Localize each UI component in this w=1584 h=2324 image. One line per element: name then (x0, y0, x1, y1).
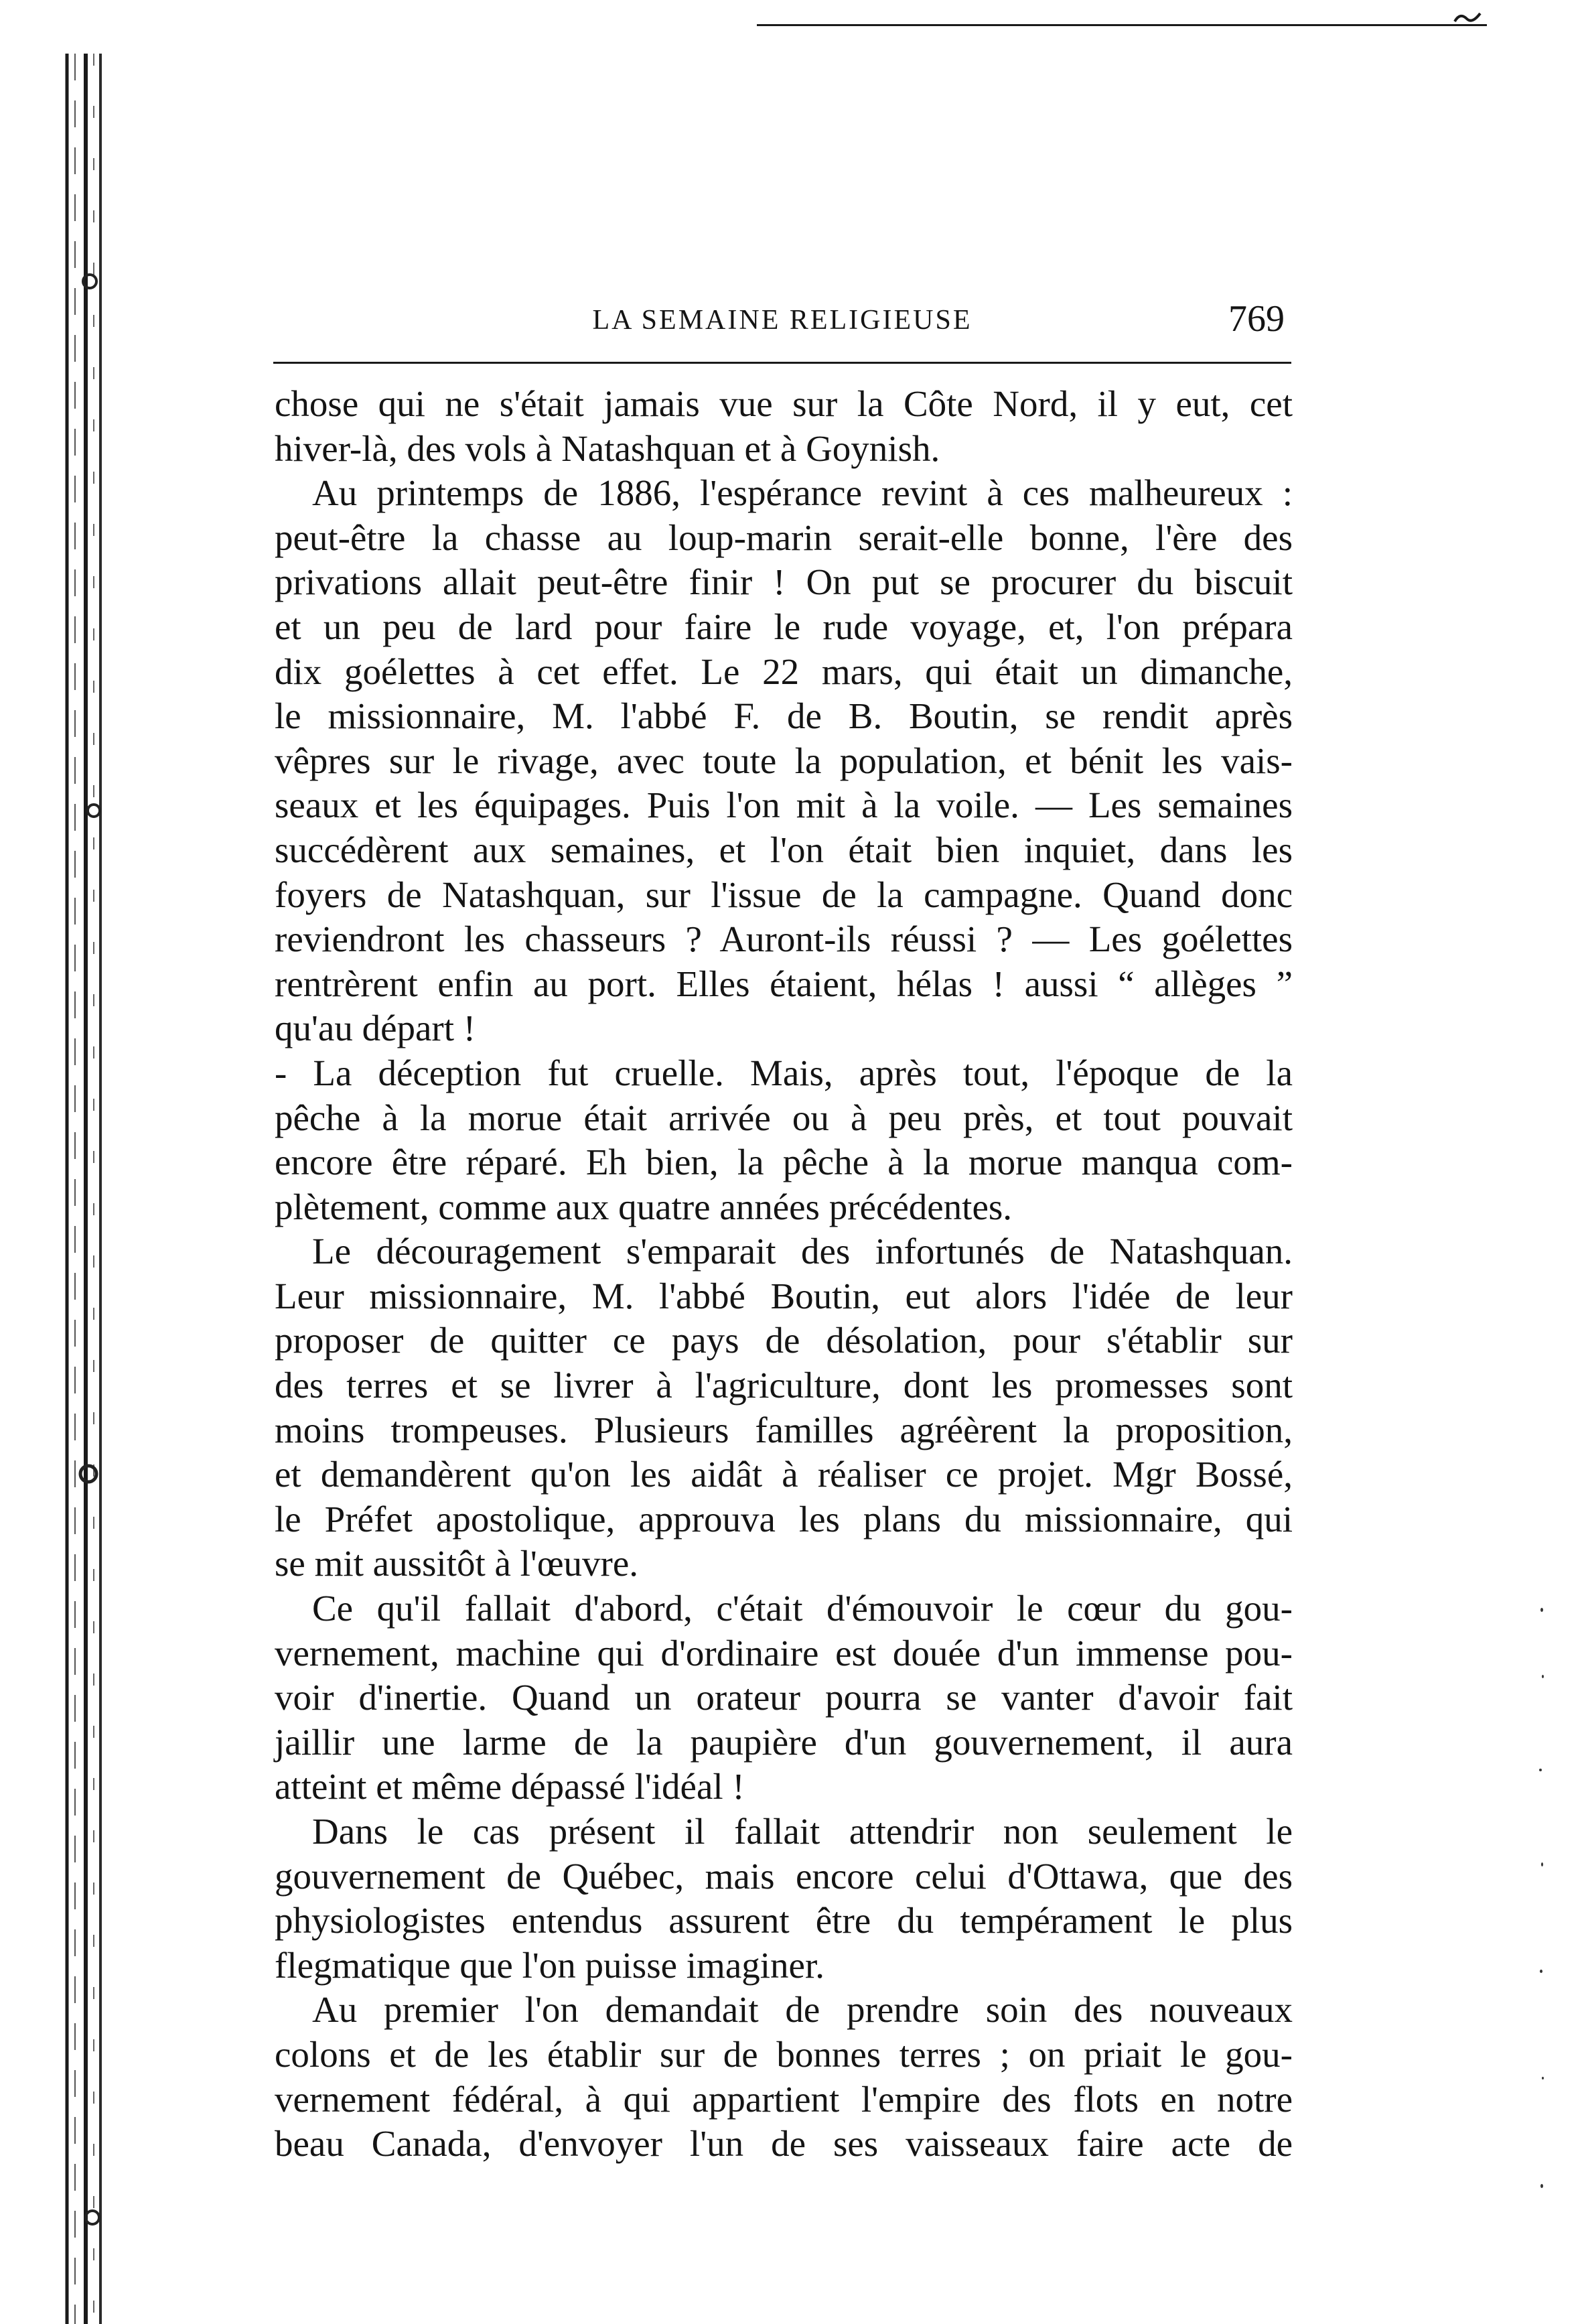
text-line: chose qui ne s'était jamais vue sur la Côte Nord, il y eut, cet (275, 383, 1293, 424)
text-line: pêche à la morue était arrivée ou à peu près, et tout pouvait (275, 1097, 1293, 1138)
binding-edge (0, 54, 141, 2324)
text-line: peut-être la chasse au loup-marin serait-elle bonne, l'ère des (275, 517, 1293, 558)
text-line: vernement fédéral, à qui appartient l'empire des flots en notre (275, 2078, 1293, 2120)
text-line: - La déception fut cruelle. Mais, après tout, l'époque de la (275, 1052, 1293, 1093)
text-line: Au printemps de 1886, l'espérance revint à ces malheureux : (312, 472, 1293, 514)
text-line: seaux et les équipages. Puis l'on mit à la voile. — Les semaines (275, 784, 1293, 826)
page-number: 769 (1228, 298, 1285, 340)
text-line: gouvernement de Québec, mais encore celui d'Ottawa, que des (275, 1855, 1293, 1897)
text-line: Au premier l'on demandait de prendre soin des nouveaux (312, 1989, 1293, 2031)
text-line: le missionnaire, M. l'abbé F. de B. Boutin, se rendit après (275, 695, 1293, 737)
text-line: encore être réparé. Eh bien, la pêche à la morue manqua com- (275, 1142, 1293, 1183)
text-line: et un peu de lard pour faire le rude voyage, et, l'on prépara (275, 606, 1293, 647)
text-line: moins trompeuses. Plusieurs familles agréèrent la proposition, (275, 1409, 1293, 1450)
text-line: foyers de Natashquan, sur l'issue de la campagne. Quand donc (275, 874, 1293, 915)
body-text (275, 382, 1293, 2167)
text-line: flegmatique que l'on puisse imaginer. (275, 1944, 824, 1986)
running-header (273, 298, 1291, 350)
text-line: atteint et même dépassé l'idéal ! (275, 1766, 745, 1807)
text-line: physiologistes entendus assurent être du tempérament le plus (275, 1900, 1293, 1941)
ink-mark (1453, 9, 1483, 25)
text-line: plètement, comme aux quatre années précédentes. (275, 1186, 1013, 1227)
text-line: Ce qu'il fallait d'abord, c'était d'émouvoir le cœur du gou- (312, 1588, 1293, 1629)
text-line: qu'au départ ! (275, 1008, 476, 1049)
text-line: succédèrent aux semaines, et l'on était bien inquiet, dans les (275, 829, 1293, 870)
text-line: beau Canada, d'envoyer l'un de ses vaisseaux faire acte de (275, 2123, 1293, 2165)
text-line: vêpres sur le rivage, avec toute la population, et bénit les vais- (275, 740, 1293, 781)
text-line: proposer de quitter ce pays de désolation, pour s'établir sur (275, 1320, 1293, 1361)
text-line: voir d'inertie. Quand un orateur pourra se vanter d'avoir fait (275, 1677, 1293, 1718)
text-line: reviendront les chasseurs ? Auront-ils réussi ? — Les goélettes (275, 918, 1293, 960)
text-line: vernement, machine qui d'ordinaire est douée d'un immense pou- (275, 1632, 1293, 1673)
text-line: Leur missionnaire, M. l'abbé Boutin, eut alors l'idée de leur (275, 1275, 1293, 1316)
text-line: hiver-là, des vols à Natashquan et à Goynish. (275, 427, 940, 469)
text-line: Le découragement s'emparait des infortunés de Natashquan. (312, 1231, 1293, 1272)
text-line: Dans le cas présent il fallait attendrir non seulement le (312, 1811, 1293, 1852)
text-line: jaillir une larme de la paupière d'un gouvernement, il aura (275, 1721, 1293, 1763)
text-line: dix goélettes à cet effet. Le 22 mars, qui était un dimanche, (275, 651, 1293, 692)
text-line: et demandèrent qu'on les aidât à réaliser ce projet. Mgr Bossé, (275, 1454, 1293, 1495)
text-line: privations allait peut-être finir ! On put se procurer du biscuit (275, 561, 1293, 603)
text-line: colons et de les établir sur de bonnes terres ; on priait le gou- (275, 2033, 1293, 2075)
text-line: le Préfet apostolique, approuva les plans du missionnaire, qui (275, 1498, 1293, 1540)
running-title: LA SEMAINE RELIGIEUSE (592, 305, 973, 336)
top-scan-rule (757, 24, 1487, 26)
header-rule (273, 362, 1291, 364)
text-line: des terres et se livrer à l'agriculture, dont les promesses sont (275, 1365, 1293, 1406)
text-line: se mit aussitôt à l'œuvre. (275, 1543, 639, 1584)
text-line: rentrèrent enfin au port. Elles étaient, hélas ! aussi “ allèges ” (275, 963, 1293, 1004)
scan-specks (1534, 1594, 1561, 2264)
